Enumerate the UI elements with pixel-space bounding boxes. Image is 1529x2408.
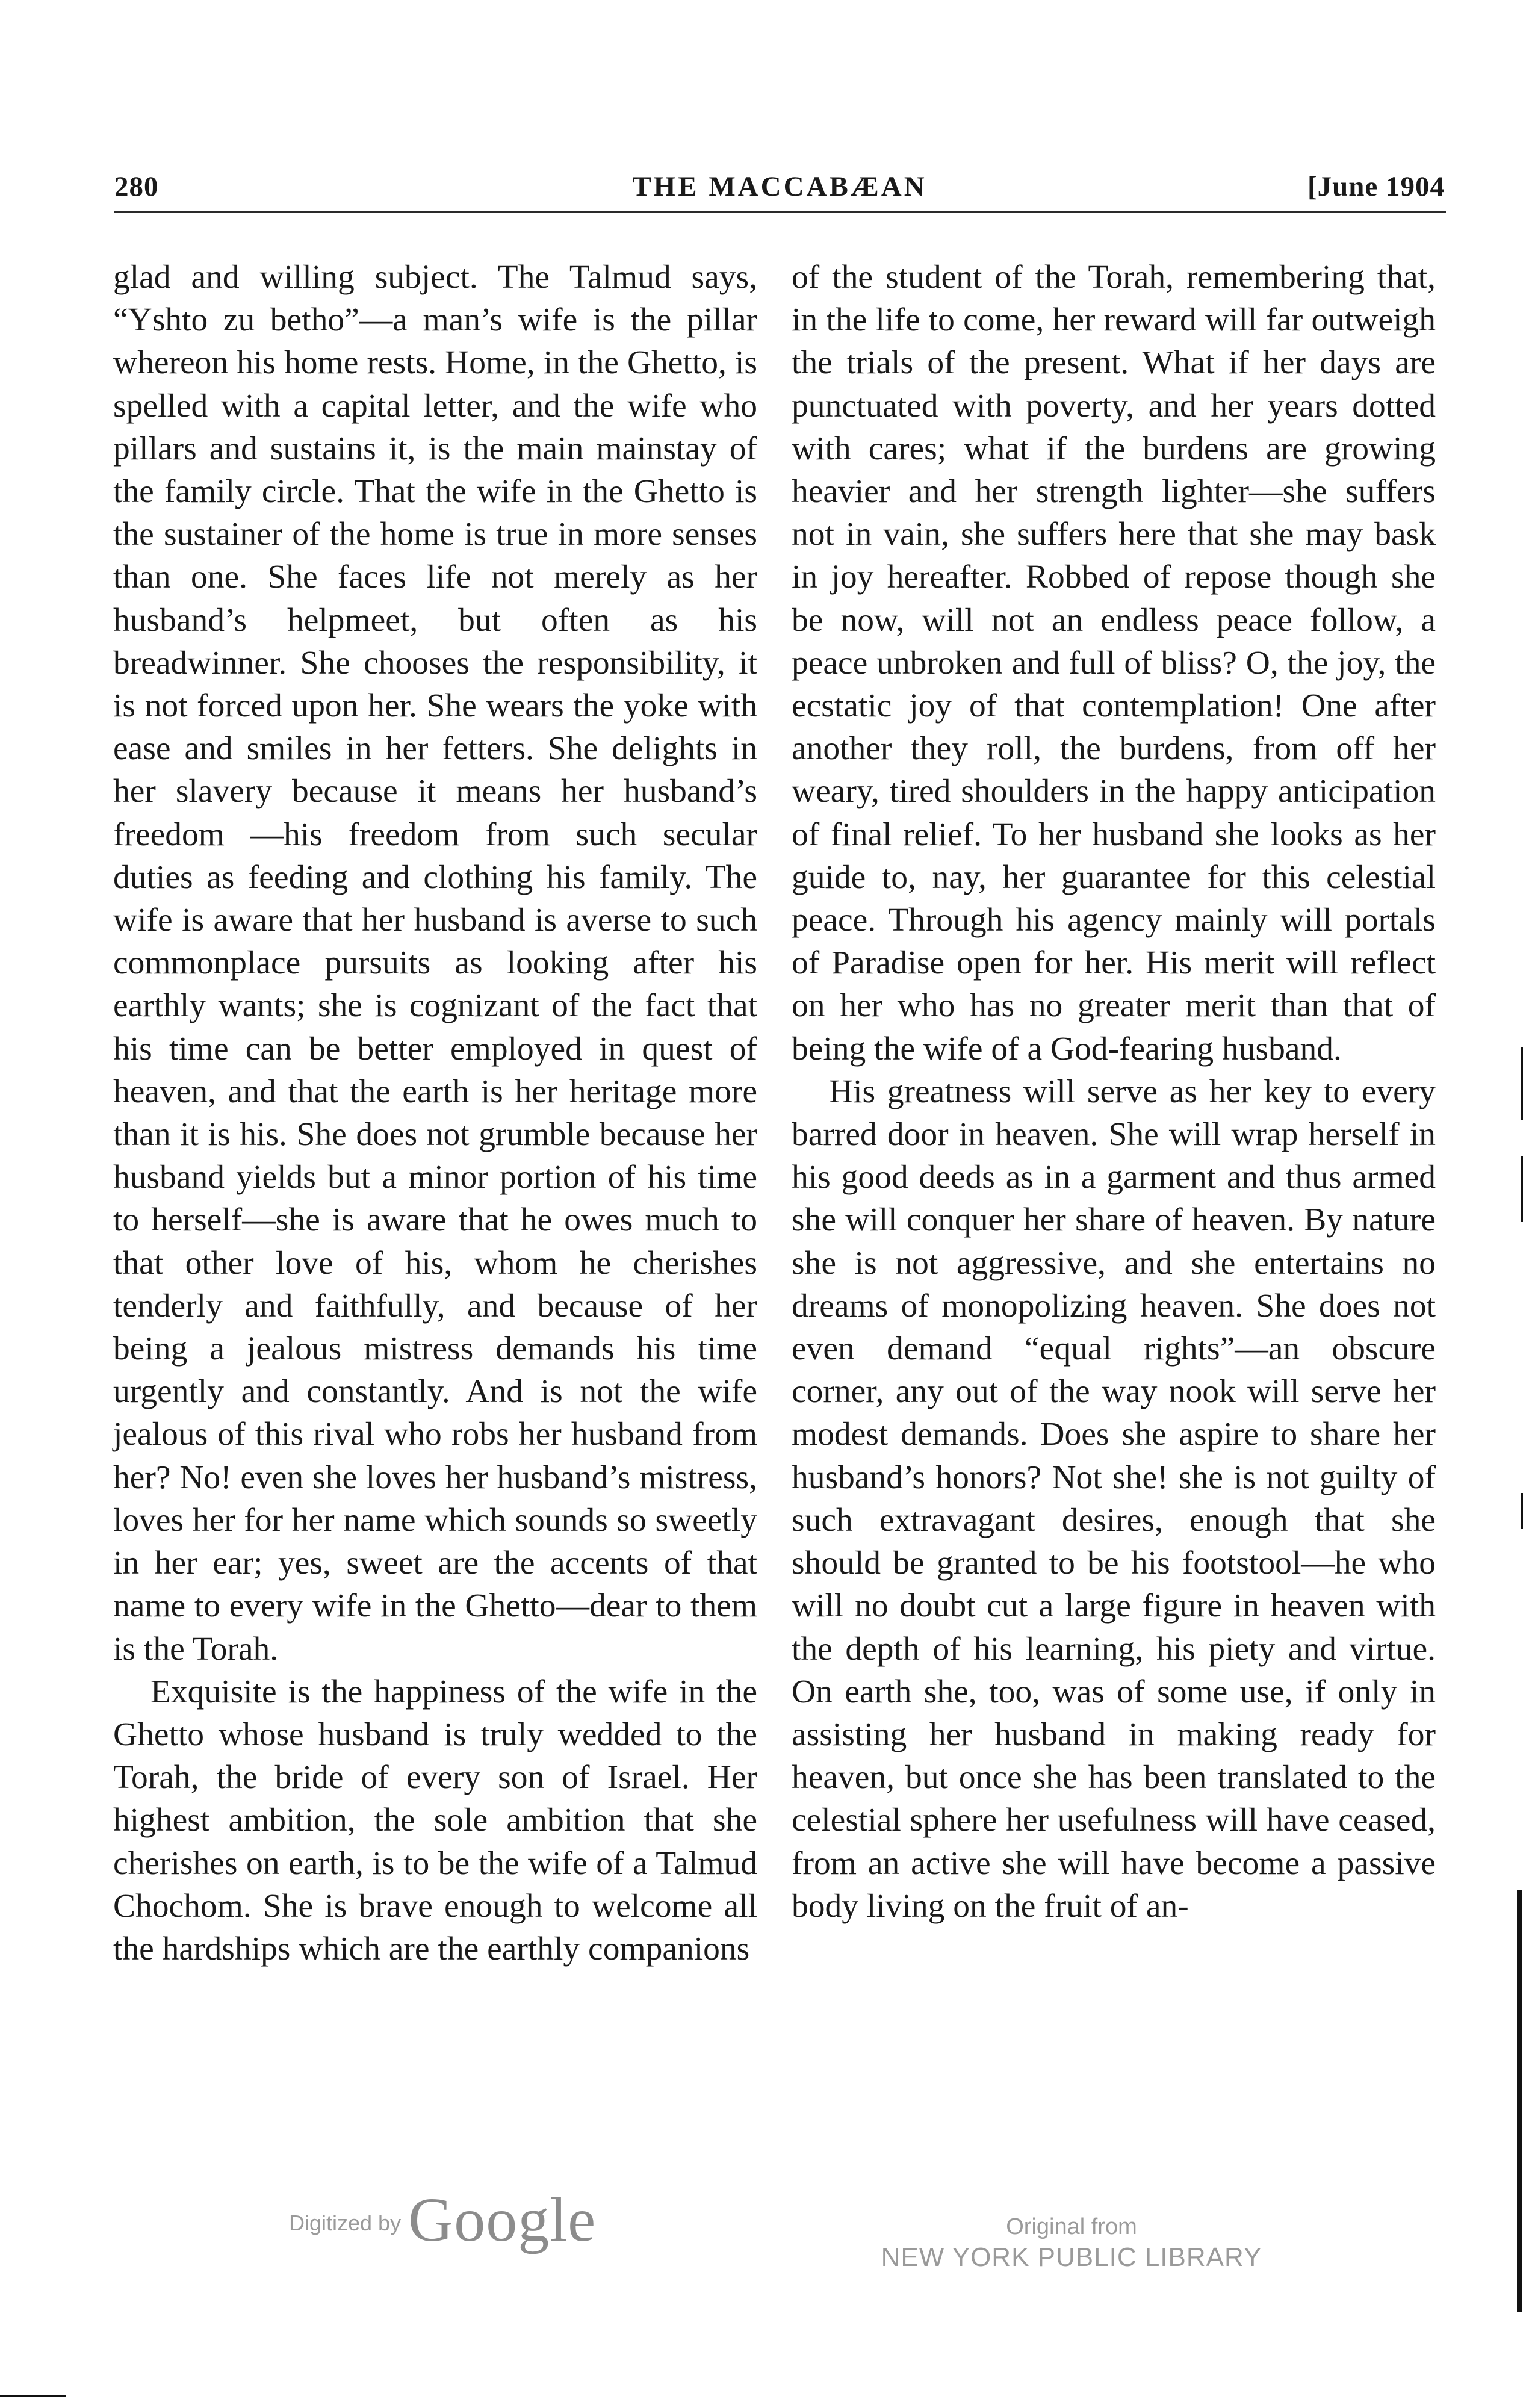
library-name: NEW YORK PUBLIC LIBRARY: [881, 2242, 1262, 2272]
google-logo: Google: [408, 2185, 597, 2254]
running-head: [114, 170, 1445, 213]
left-column: [113, 256, 757, 1970]
page-number: 280: [114, 171, 159, 202]
digitized-by-label: Digitized by: [289, 2211, 402, 2235]
scan-edge-mark: [0, 2395, 66, 2397]
paragraph: glad and willing subject. The Talmud says, “Yshto zu betho”—a man’s wife is the pillar whereon his home rests. Home, in the Ghetto, is spelled with a capital letter, and the wife who pillars and sustains it, is the main mainstay of the family circle. That the wife in the Ghetto is the sustainer of the home is true in more senses than one. She faces life not merely as her husband’s helpmeet, but often as his breadwinner. She chooses the responsibility, it is not forced upon her. She wears the yoke with ease and smiles in her fetters. She delights in her slavery because it means her husband’s freedom —his freedom from such secular duties as feeding and clothing his family. The wife is aware that her husband is averse to such commonplace pursuits as looking after his earthly wants; she is cognizant of the fact that his time can be better employed in quest of heaven, and that the earth is her heritage more than it is his. She does not grumble because her husband yields but a minor portion of his time to herself—she is aware that he owes much to that other love of his, whom he cherishes tenderly and faithfully, and because of her being a jealous mistress demands his time urgently and constantly. And is not the wife jealous of this rival who robs her husband from her? No! even she loves her husband’s mistress, loves her for her name which sounds so sweetly in her ear; yes, sweet are the accents of that name to every wife in the Ghetto—dear to them is the Torah.: [113, 259, 757, 1668]
scan-edge-mark: [1521, 1156, 1523, 1222]
right-column: [792, 256, 1436, 1928]
header-rule: [114, 211, 1446, 213]
paragraph: His greatness will serve as her key to every barred door in heaven. She will wrap herself in his good deeds as in a garment and thus armed she will conquer her share of heaven. By nature she is not aggressive, and she entertains no dreams of monopolizing heaven. She does not even demand “equal rights”—an obscure corner, any out of the way nook will serve her modest demands. Does she aspire to share her husband’s honors? Not she! she is not guilty of such extravagant desires, enough that she should be granted to be his footstool—he who will no doubt cut a large figure in heaven with the depth of his learning, his piety and virtue. On earth she, too, was of some use, if only in assisting her husband in making ready for heaven, but once she has been translated to the celestial sphere her usefulness will have ceased, from an active she will have become a passive body living on the fruit of an-: [792, 1073, 1436, 1925]
original-from-label: Original from: [1006, 2214, 1137, 2239]
scan-edge-mark: [1521, 1493, 1523, 1529]
journal-title: THE MACCABÆAN: [632, 171, 927, 202]
scan-edge-mark: [1517, 1890, 1522, 2312]
paragraph: Exquisite is the happiness of the wife in the Ghetto whose husband is truly wedded to the Torah, the bride of every son of Israel. Her highest ambition, the sole ambition that she cherishes on earth, is to be the wife of a Talmud Chochom. She is brave enough to welcome all the hardships which are the earthly companions: [113, 1673, 757, 1967]
paragraph: of the student of the Torah, remembering that, in the life to come, her reward will far outweigh the trials of the present. What if her days are punctuated with poverty, and her years dotted with cares; what if the burdens are growing heavier and her strength lighter—she suffers not in vain, she suffers here that she may bask in joy hereafter. Robbed of repose though she be now, will not an endless peace follow, a peace unbroken and full of bliss? O, the joy, the ecstatic joy of that contemplation! One after another they roll, the burdens, from off her weary, tired shoulders in the happy anticipation of final relief. To her husband she looks as her guide to, nay, her guarantee for this celestial peace. Through his agency mainly will portals of Paradise open for her. His merit will reflect on her who has no greater merit than that of being the wife of a God-fearing husband.: [792, 259, 1436, 1067]
digitization-credit: [289, 2179, 597, 2254]
source-credit: [843, 2213, 1300, 2274]
issue-date: [June 1904: [1307, 171, 1445, 202]
scan-edge-mark: [1521, 1047, 1523, 1120]
